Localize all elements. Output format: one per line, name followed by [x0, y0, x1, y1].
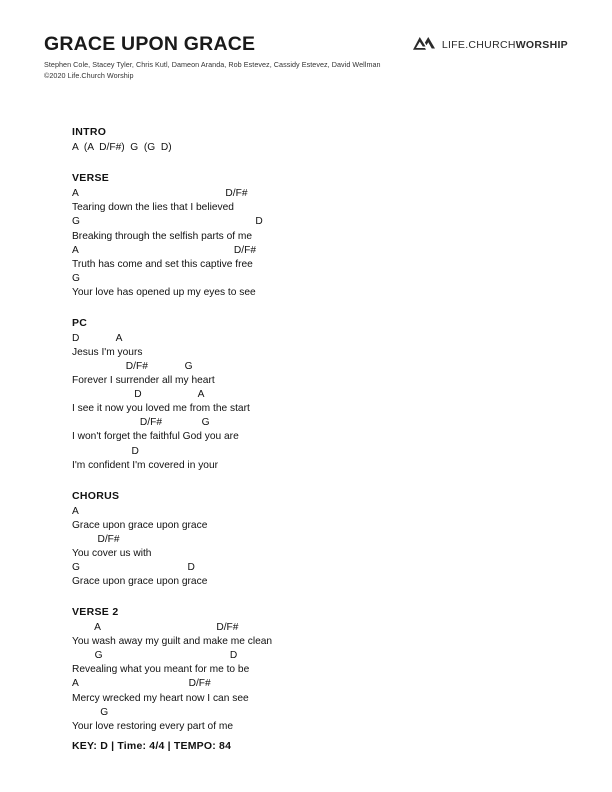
chord-line: G D: [72, 562, 195, 573]
chord-chart: [44, 126, 568, 734]
lyric-line: I'm confident I'm covered in your: [72, 459, 219, 471]
brand-wordmark: [442, 39, 568, 51]
lyric-line: Forever I surrender all my heart: [72, 375, 215, 387]
section-intro: [72, 126, 568, 155]
chord-line: A D/F#: [72, 244, 256, 256]
chord-line: A D/F#: [72, 678, 211, 690]
section-label: INTRO: [72, 126, 107, 138]
copyright-notice: ©2020 Life.Church Worship: [44, 70, 134, 80]
chord-line: A D/F#: [72, 622, 239, 634]
lyric-line: Mercy wrecked my heart now I can see: [72, 692, 249, 704]
brand-wordmark-bold: WORSHIP: [515, 38, 568, 51]
lyric-line: You wash away my guilt and make me clean: [72, 636, 273, 648]
chord-line: A (A D/F#) G (G D): [72, 142, 172, 153]
section-verse-2: [72, 606, 568, 734]
lyric-line: Truth has come and set this captive free: [72, 258, 253, 270]
chord-line: G: [72, 706, 109, 718]
chord-line: D A: [72, 332, 123, 344]
section-label: VERSE 2: [72, 606, 119, 619]
lyric-line: Your love restoring every part of me: [72, 720, 234, 732]
lyric-line: Grace upon grace upon grace: [72, 519, 208, 531]
chord-line: D: [72, 445, 139, 457]
chord-line: G: [72, 272, 80, 284]
lyric-line: Your love has opened up my eyes to see: [72, 286, 256, 298]
section-pc: [72, 317, 568, 473]
section-verse: [72, 172, 568, 300]
lyric-line: I won't forget the faithful God you are: [72, 431, 239, 443]
chord-line: D/F#: [72, 533, 120, 545]
brand-wordmark-light: LIFE.CHURCH: [441, 38, 516, 51]
chord-line: A D/F#: [72, 188, 248, 200]
chord-line: D/F# G: [72, 417, 210, 429]
songwriter-credits: Stephen Cole, Stacey Tyler, Chris Kutl, Dameon Aranda, Rob Estevez, Cassidy Estevez, David Wellman: [44, 60, 381, 70]
chord-line: D/F# G: [72, 361, 193, 373]
lyric-line: Tearing down the lies that I believed: [72, 202, 234, 214]
chord-line: D A: [72, 389, 205, 401]
chord-line: G D: [72, 216, 263, 228]
chord-line: G D: [72, 650, 238, 662]
section-label: PC: [72, 316, 88, 329]
chord-line: A: [72, 505, 79, 517]
section-label: CHORUS: [72, 489, 120, 502]
page-header: [44, 34, 568, 90]
lyric-line: Jesus I'm yours: [72, 346, 143, 358]
section-label: VERSE: [72, 172, 110, 185]
lyric-line: I see it now you loved me from the start: [72, 403, 250, 415]
section-chorus: [72, 490, 568, 589]
lyric-line: You cover us with: [72, 547, 152, 559]
lyric-line: Revealing what you meant for me to be: [72, 664, 250, 676]
page-title: GRACE UPON GRACE: [44, 33, 256, 55]
song-metadata-footer: KEY: D | Time: 4/4 | TEMPO: 84: [72, 740, 232, 752]
lyric-line: Breaking through the selfish parts of me: [72, 230, 253, 242]
life-church-mountain-icon: [413, 36, 435, 53]
brand-logo: [413, 36, 568, 53]
lyric-line: Grace upon grace upon grace: [72, 576, 208, 588]
